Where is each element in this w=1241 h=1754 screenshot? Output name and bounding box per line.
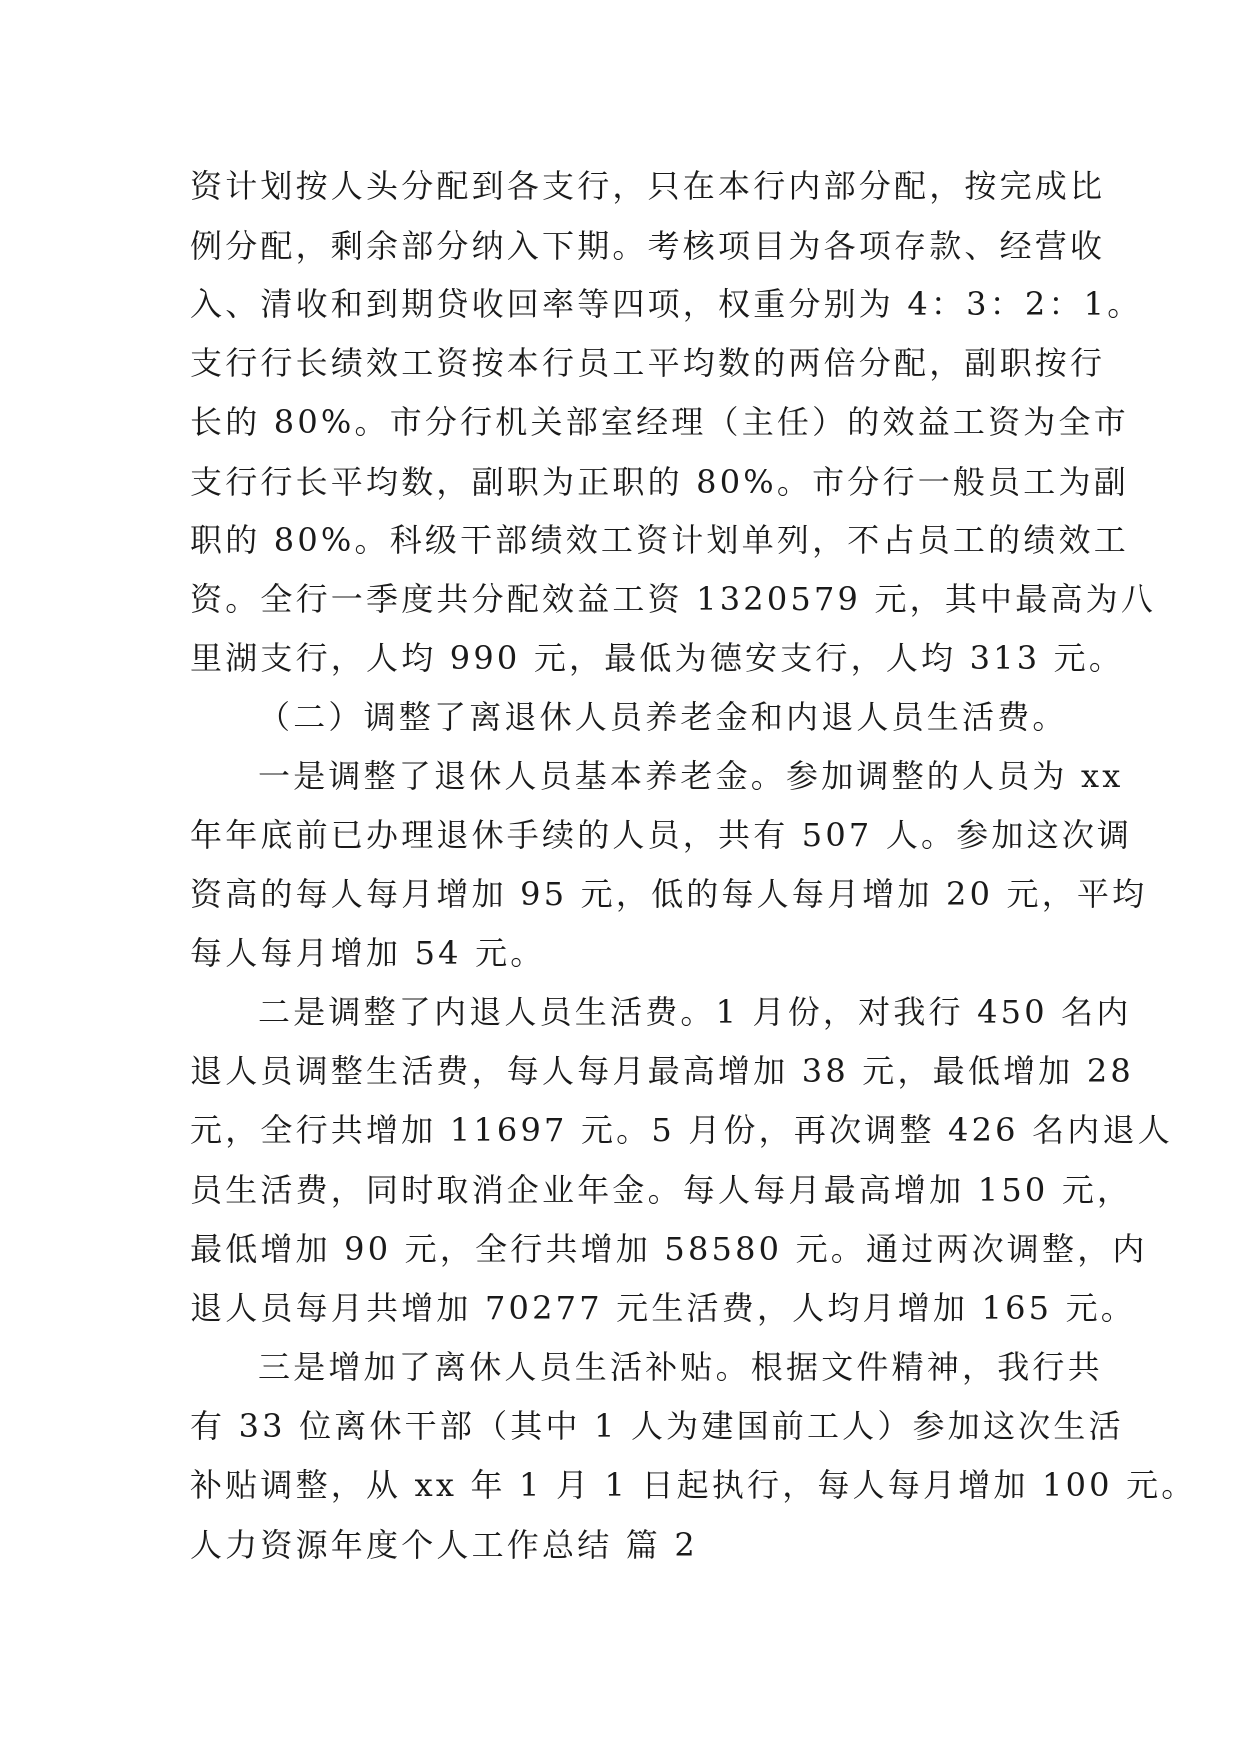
text-line: 最低增加 90 元，全行共增加 58580 元。通过两次调整，内: [190, 1230, 1148, 1268]
text-line: 资计划按人头分配到各支行，只在本行内部分配，按完成比: [190, 167, 1106, 205]
text-line: 元，全行共增加 11697 元。5 月份，再次调整 426 名内退人: [190, 1111, 1173, 1149]
text-line: 退人员每月共增加 70277 元生活费，人均月增加 165 元。: [190, 1289, 1136, 1327]
text-line: 年年底前已办理退休手续的人员，共有 507 人。参加这次调: [190, 816, 1133, 854]
text-line: 资高的每人每月增加 95 元，低的每人每月增加 20 元，平均: [190, 875, 1148, 913]
section-heading: （二）调整了离退休人员养老金和内退人员生活费。: [258, 698, 1068, 736]
text-line: 支行行长绩效工资按本行员工平均数的两倍分配，副职按行: [190, 344, 1106, 382]
text-line: 一是调整了退休人员基本养老金。参加调整的人员为 xx: [258, 757, 1124, 795]
text-line: 支行行长平均数，副职为正职的 80%。市分行一般员工为副: [190, 463, 1129, 501]
text-line: 有 33 位离休干部（其中 1 人为建国前工人）参加这次生活: [190, 1407, 1124, 1445]
text-line: 里湖支行，人均 990 元，最低为德安支行，人均 313 元。: [190, 639, 1125, 677]
text-line: 退人员调整生活费，每人每月最高增加 38 元，最低增加 28: [190, 1052, 1134, 1090]
text-line: 员生活费，同时取消企业年金。每人每月最高增加 150 元，: [190, 1171, 1133, 1209]
text-line: 长的 80%。市分行机关部室经理（主任）的效益工资为全市: [190, 403, 1129, 441]
text-line: 二是调整了内退人员生活费。1 月份，对我行 450 名内: [258, 993, 1132, 1031]
text-line: 补贴调整，从 xx 年 1 月 1 日起执行，每人每月增加 100 元。: [190, 1466, 1197, 1504]
text-line: 三是增加了离休人员生活补贴。根据文件精神，我行共: [258, 1348, 1103, 1386]
text-line: 例分配，剩余部分纳入下期。考核项目为各项存款、经营收: [190, 227, 1106, 265]
text-line: 入、清收和到期贷收回率等四项，权重分别为 4：3：2：1。: [190, 285, 1143, 323]
text-line: 资。全行一季度共分配效益工资 1320579 元，其中最高为八: [190, 580, 1157, 618]
document-title: 人力资源年度个人工作总结 篇 2: [190, 1526, 698, 1564]
text-line: 每人每月增加 54 元。: [190, 934, 546, 972]
text-line: 职的 80%。科级干部绩效工资计划单列，不占员工的绩效工: [190, 521, 1129, 559]
